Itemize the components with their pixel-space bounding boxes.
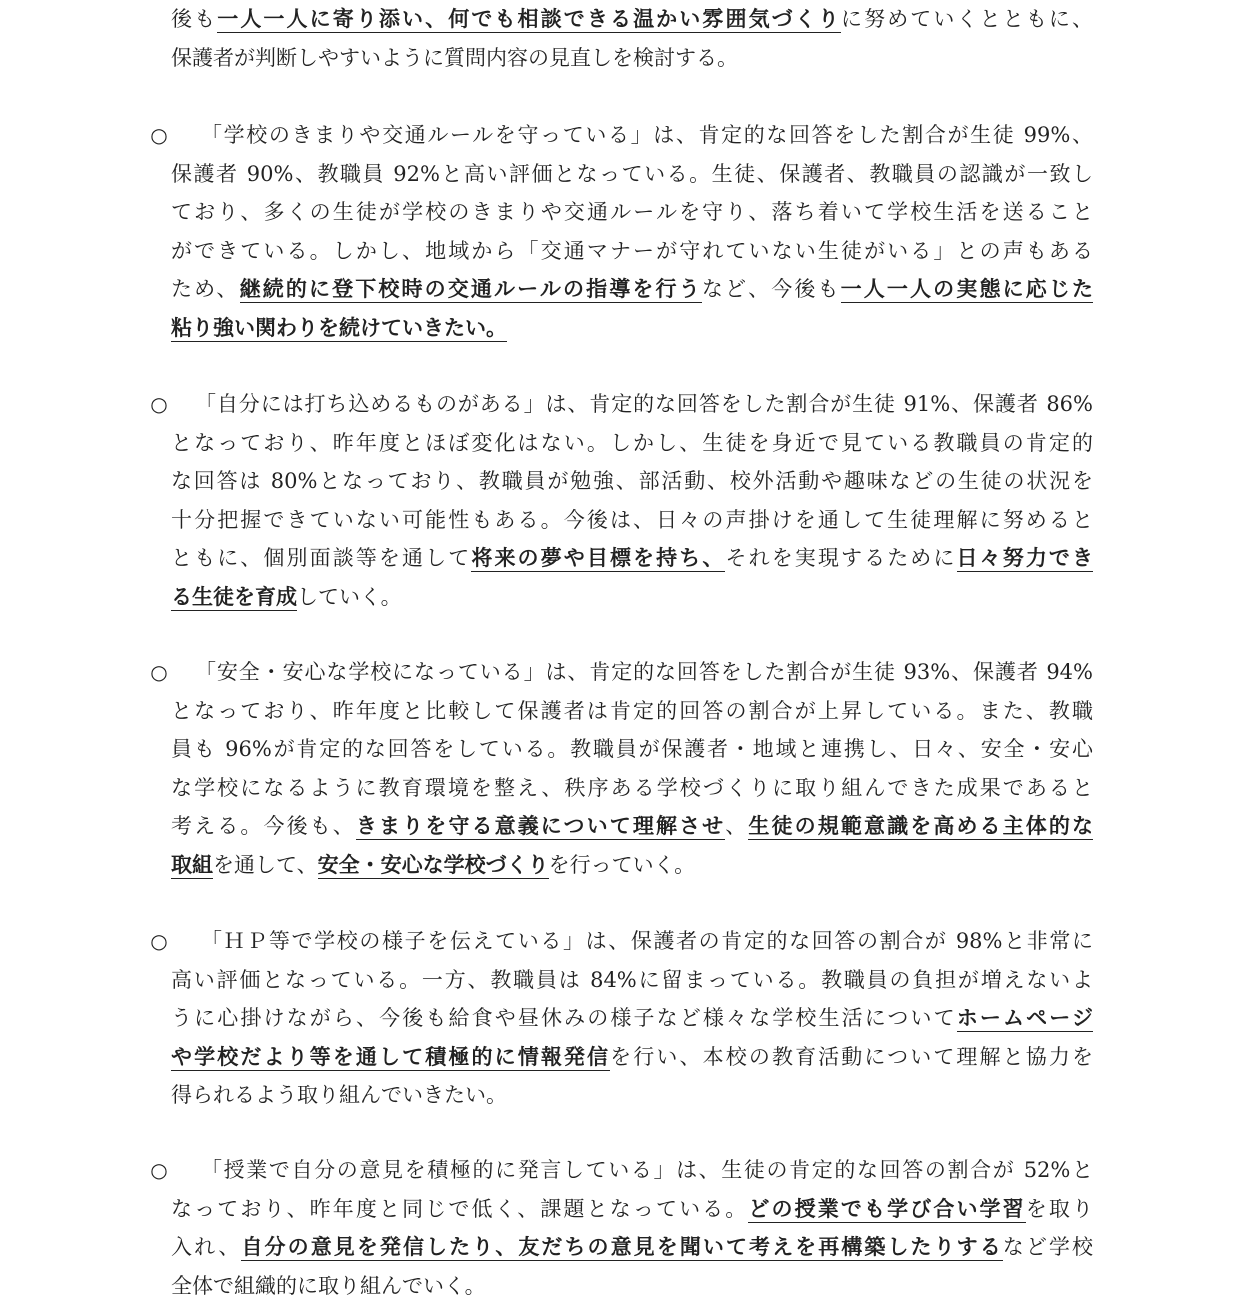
- emphasis-text: どの授業でも学び合い学習: [748, 1195, 1026, 1221]
- emphasis-text: きまりを守る意義について理解させ: [355, 813, 726, 838]
- bullet-circle-3: ○: [150, 660, 168, 684]
- paragraph-line: 「安全・安心な学校になっている」は、肯定的な回答をした割合が生徒 93%、保護者 94%: [195, 660, 1093, 684]
- emphasis-text: 取組: [171, 851, 213, 877]
- paragraph-line: や学校だより等を通して積極的に情報発信を行い、本校の教育活動について理解と協力を: [171, 1043, 1094, 1069]
- paragraph-line: 員も 96%が肯定的な回答をしている。教職員が保護者・地域と連携し、日々、安全・安心: [171, 737, 1093, 761]
- emphasis-text: 粘り強い関わりを続けていきたい。: [171, 314, 507, 340]
- emphasis-text: 生徒の規範意識を高める主体的な: [748, 813, 1094, 838]
- paragraph-homepage: [171, 922, 1093, 1115]
- paragraph-line: 十分把握できていない可能性もある。今後は、日々の声掛けを通して生徒理解に努めると: [171, 507, 1093, 532]
- emphasis-text: 安全・安心な学校づくり: [317, 851, 549, 877]
- emphasis-text: 将来の夢や目標を持ち、: [471, 545, 726, 570]
- paragraph-line: ており、多くの生徒が学校のきまりや交通ルールを守り、落ち着いて学校生活を送ること: [171, 200, 1093, 224]
- paragraph-safety: [171, 653, 1093, 884]
- paragraph-line: となっており、昨年度と比較して保護者は肯定的回答の割合が上昇している。また、教職: [171, 698, 1093, 723]
- paragraph-line: うに心掛けながら、今後も給食や昼休みの様子など様々な学校生活についてホームページ: [171, 1005, 1093, 1030]
- paragraph-speaking: [171, 1151, 1093, 1305]
- paragraph-line: な学校になるように教育環境を整え、秩序ある学校づくりに取り組んできた成果であると: [171, 775, 1093, 800]
- paragraph-line: 全体で組織的に取り組んでいく。: [171, 1273, 486, 1298]
- bullet-circle-4: ○: [150, 929, 168, 953]
- paragraph-line: 「ＨＰ等で学校の様子を伝えている」は、保護者の肯定的な回答の割合が 98%と非常に: [201, 929, 1093, 953]
- paragraph-line: 保護者 90%、教職員 92%と高い評価となっている。生徒、保護者、教職員の認識が一致し: [171, 161, 1093, 186]
- paragraph-line: る生徒を育成していく。: [171, 583, 402, 609]
- paragraph-passion: [171, 385, 1093, 616]
- bullet-circle-2: ○: [150, 392, 168, 416]
- paragraph-line: となっており、昨年度とほぼ変化はない。しかし、生徒を身近で見ている教職員の肯定的: [171, 430, 1093, 455]
- paragraph-line: 取組を通して、安全・安心な学校づくりを行っていく。: [171, 851, 696, 877]
- paragraph-line: 得られるよう取り組んでいきたい。: [171, 1083, 507, 1107]
- emphasis-text: る生徒を育成: [171, 583, 297, 609]
- emphasis-text: や学校だより等を通して積極的に情報発信: [171, 1043, 611, 1069]
- paragraph-line: 高い評価となっている。一方、教職員は 84%に留まっている。教職員の負担が増えないよ: [171, 967, 1093, 992]
- paragraph-line: 入れ、自分の意見を発信したり、友だちの意見を聞いて考えを再構築したりするなど学校: [171, 1234, 1094, 1259]
- emphasis-text: 日々努力でき: [956, 545, 1094, 570]
- emphasis-text: 一人一人に寄り添い、何でも相談できる温かい雰囲気づくり: [217, 6, 841, 31]
- paragraph-line: 「自分には打ち込めるものがある」は、肯定的な回答をした割合が生徒 91%、保護者 86%: [195, 392, 1093, 416]
- intro-line-1: 後も一人一人に寄り添い、何でも相談できる温かい雰囲気づくりに努めていくとともに、: [171, 6, 1094, 31]
- bullet-circle-5: ○: [150, 1158, 168, 1182]
- intro-paragraph: [171, 0, 1093, 77]
- emphasis-text: ホームページ: [956, 1005, 1093, 1030]
- paragraph-line: な回答は 80%となっており、教職員が勉強、部活動、校外活動や趣味などの生徒の状況を: [171, 469, 1093, 493]
- paragraph-line: 「学校のきまりや交通ルールを守っている」は、肯定的な回答をした割合が生徒 99%、: [201, 123, 1093, 147]
- paragraph-line: なっており、昨年度と同じで低く、課題となっている。どの授業でも学び合い学習を取り: [171, 1195, 1094, 1221]
- paragraph-line: 「授業で自分の意見を積極的に発言している」は、生徒の肯定的な回答の割合が 52%と: [201, 1158, 1093, 1182]
- bullet-circle-1: ○: [150, 123, 168, 147]
- paragraph-line: ができている。しかし、地域から「交通マナーが守れていない生徒がいる」との声もある: [171, 238, 1093, 263]
- paragraph-line: [171, 309, 1093, 348]
- paragraph-line: 考える。今後も、きまりを守る意義について理解させ、生徒の規範意識を高める主体的な: [171, 813, 1094, 838]
- intro-line-2: 保護者が判断しやすいように質問内容の見直しを検討する。: [171, 45, 738, 70]
- emphasis-text: 継続的に登下校時の交通ルールの指導を行う: [239, 276, 702, 301]
- emphasis-text: 一人一人の実態に応じた: [840, 276, 1093, 301]
- emphasis-text: 自分の意見を発信したり、友だちの意見を聞いて考えを再構築したりする: [241, 1234, 1003, 1259]
- paragraph-traffic-rules: [171, 116, 1093, 347]
- paragraph-line: ともに、個別面談等を通して将来の夢や目標を持ち、それを実現するために日々努力でき: [171, 545, 1094, 570]
- paragraph-line: ため、継続的に登下校時の交通ルールの指導を行うなど、今後も一人一人の実態に応じた: [171, 276, 1093, 301]
